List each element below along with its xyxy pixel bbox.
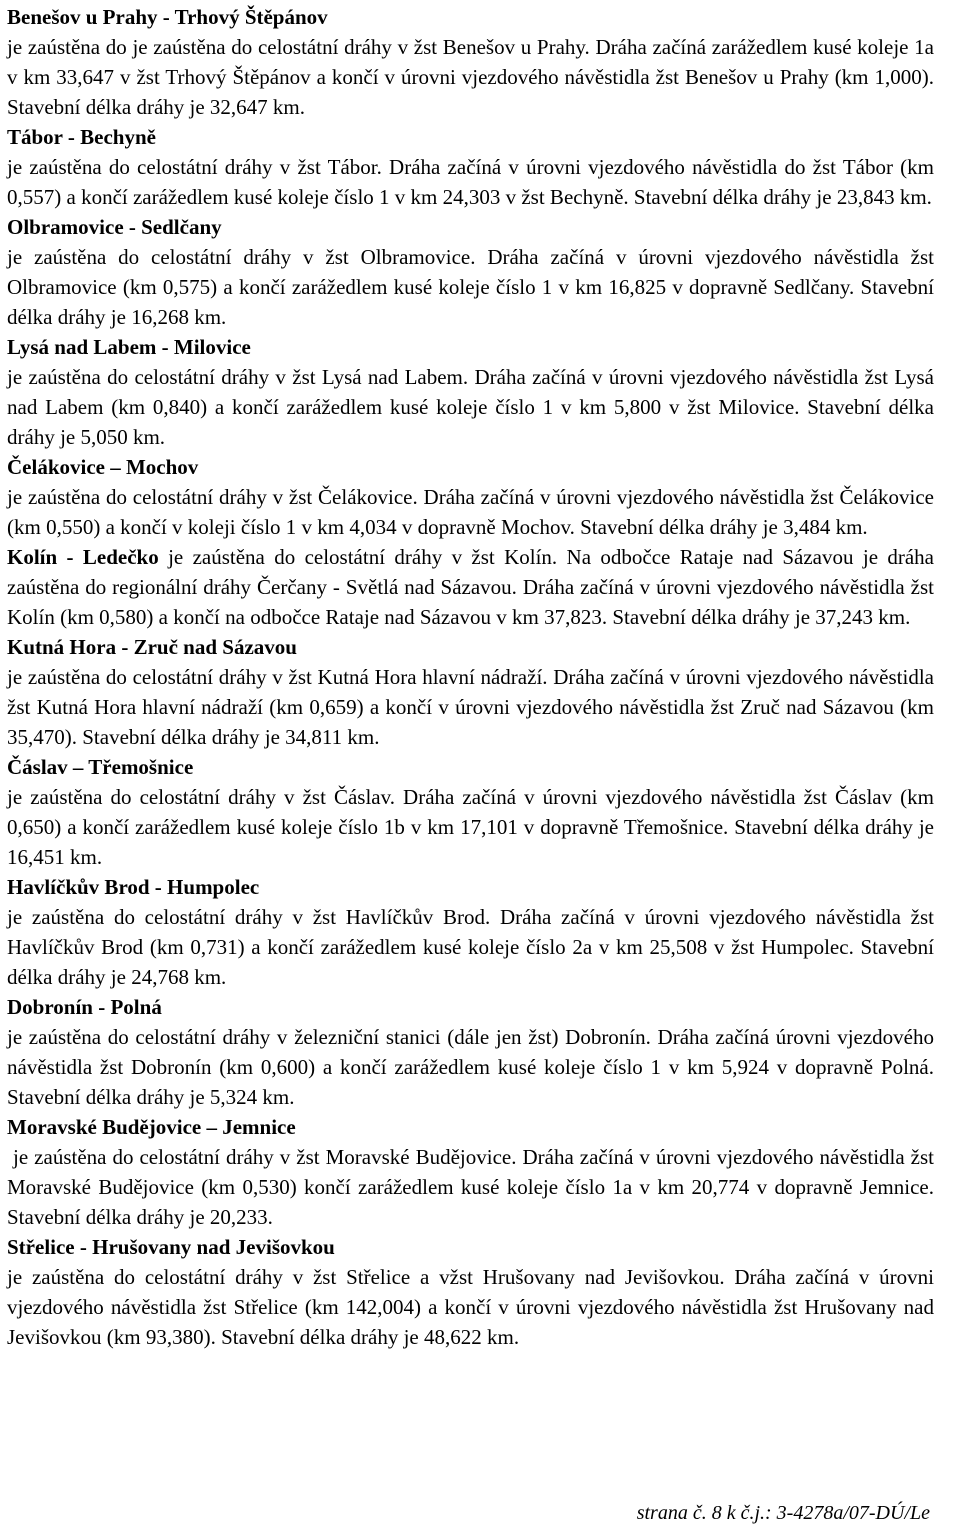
section-text-inline — [7, 542, 934, 632]
section-olbramovice-sedlcany — [7, 212, 934, 332]
section-text: je zaústěna do celostátní dráhy v žst Havlíčkův Brod. Dráha začíná v úrovni vjezdového návěstidla žst Havlíčkův Brod (km 0,731) a končí zarážedlem kusé koleje číslo 2a v km 25,508 v žst Humpolec. Stavební délka dráhy je 24,768 km. — [7, 905, 934, 989]
page-footer: strana č. 8 k č.j.: 3-4278a/07-DÚ/Le — [636, 1502, 930, 1524]
section-celakovice-mochov — [7, 452, 934, 542]
section-kolin-ledecko — [7, 542, 934, 632]
section-heading: Tábor - Bechyně — [7, 125, 156, 149]
section-heading: Lysá nad Labem - Milovice — [7, 335, 251, 359]
section-text: je zaústěna do celostátní dráhy v žst Olbramovice. Dráha začíná v úrovni vjezdového návěstidla žst Olbramovice (km 0,575) a končí zarážedlem kusé koleje číslo 1 v km 16,825 v dopravně Sedlčany. Stavební délka dráhy je 16,268 km. — [7, 245, 934, 329]
section-lysa-milovice — [7, 332, 934, 452]
section-benesov-trhovy-stepanov — [7, 2, 934, 122]
section-kutna-hora-zruc — [7, 632, 934, 752]
section-heading-inline: Kolín - Ledečko — [7, 545, 159, 569]
section-text: je zaústěna do celostátní dráhy v žst Kutná Hora hlavní nádraží. Dráha začíná v úrovni vjezdového návěstidla žst Kutná Hora hlavní nádraží (km 0,659) a končí v úrovni vjezdového návěstidla žst Zruč nad Sázavou (km 35,470). Stavební délka dráhy je 34,811 km. — [7, 665, 934, 749]
section-inline-body: je zaústěna do celostátní dráhy v žst Kolín. Na odbočce Rataje nad Sázavou je dráha zaústěna do regionální dráhy Čerčany - Světlá nad Sázavou. Dráha začíná v úrovni vjezdového návěstidla žst Kolín (km 0,580) a končí na odbočce Rataje nad Sázavou v km 37,823. Stavební délka dráhy je 37,243 km. — [7, 545, 934, 629]
section-text: je zaústěna do celostátní dráhy v žst Moravské Budějovice. Dráha začíná v úrovni vjezdového návěstidla žst Moravské Budějovice (km 0,530) končí zarážedlem kusé koleje číslo 1a v km 20,774 v dopravně Jemnice. Stavební délka dráhy je 20,233. — [7, 1145, 935, 1229]
section-tabor-bechyne — [7, 122, 934, 212]
section-heading: Olbramovice - Sedlčany — [7, 215, 222, 239]
section-caslav-tremosnice — [7, 752, 934, 872]
section-heading: Kutná Hora - Zruč nad Sázavou — [7, 635, 297, 659]
section-heading: Střelice - Hrušovany nad Jevišovkou — [7, 1235, 335, 1259]
section-heading: Benešov u Prahy - Trhový Štěpánov — [7, 5, 328, 29]
section-text: je zaústěna do celostátní dráhy v železniční stanici (dále jen žst) Dobronín. Dráha začíná úrovni vjezdového návěstidla žst Dobronín (km 0,600) a končí zarážedlem kusé koleje číslo 1 v km 5,924 v dopravně Polná. Stavební délka dráhy je 5,324 km. — [7, 1025, 934, 1109]
section-heading: Čáslav – Třemošnice — [7, 755, 194, 779]
section-text: je zaústěna do celostátní dráhy v žst Čelákovice. Dráha začíná v úrovni vjezdového návěstidla žst Čelákovice (km 0,550) a končí v koleji číslo 1 v km 4,034 v dopravně Mochov. Stavební délka dráhy je 3,484 km. — [7, 485, 934, 539]
section-text: je zaústěna do celostátní dráhy v žst Střelice a vžst Hrušovany nad Jevišovkou. Dráha začíná v úrovni vjezdového návěstidla žst Střelice (km 142,004) a končí v úrovni vjezdového návěstidla žst Hrušovany nad Jevišovkou (km 93,380). Stavební délka dráhy je 48,622 km. — [7, 1265, 934, 1349]
section-dobronin-polna — [7, 992, 934, 1112]
section-strelice-hrusovany — [7, 1232, 934, 1352]
section-heading: Čelákovice – Mochov — [7, 455, 199, 479]
section-text: je zaústěna do je zaústěna do celostátní dráhy v žst Benešov u Prahy. Dráha začíná zarážedlem kusé koleje 1a v km 33,647 v žst Trhový Štěpánov a končí v úrovni vjezdového návěstidla žst Benešov u Prahy (km 1,000). Stavební délka dráhy je 32,647 km. — [7, 35, 934, 119]
document-page — [7, 2, 934, 1352]
section-heading: Havlíčkův Brod - Humpolec — [7, 875, 260, 899]
section-moravske-budejovice-jemnice — [7, 1112, 934, 1232]
section-havlickuv-brod-humpolec — [7, 872, 934, 992]
section-text: je zaústěna do celostátní dráhy v žst Čáslav. Dráha začíná v úrovni vjezdového návěstidla žst Čáslav (km 0,650) a končí zarážedlem kusé koleje číslo 1b v km 17,101 v dopravně Třemošnice. Stavební délka dráhy je 16,451 km. — [7, 785, 934, 869]
section-text: je zaústěna do celostátní dráhy v žst Tábor. Dráha začíná v úrovni vjezdového návěstidla do žst Tábor (km 0,557) a končí zarážedlem kusé koleje číslo 1 v km 24,303 v žst Bechyně. Stavební délka dráhy je 23,843 km. — [7, 155, 934, 209]
section-text: je zaústěna do celostátní dráhy v žst Lysá nad Labem. Dráha začíná v úrovni vjezdového návěstidla žst Lysá nad Labem (km 0,840) a končí zarážedlem kusé koleje číslo 1 v km 5,800 v žst Milovice. Stavební délka dráhy je 5,050 km. — [7, 365, 934, 449]
section-heading: Moravské Budějovice – Jemnice — [7, 1115, 296, 1139]
section-heading: Dobronín - Polná — [7, 995, 162, 1019]
